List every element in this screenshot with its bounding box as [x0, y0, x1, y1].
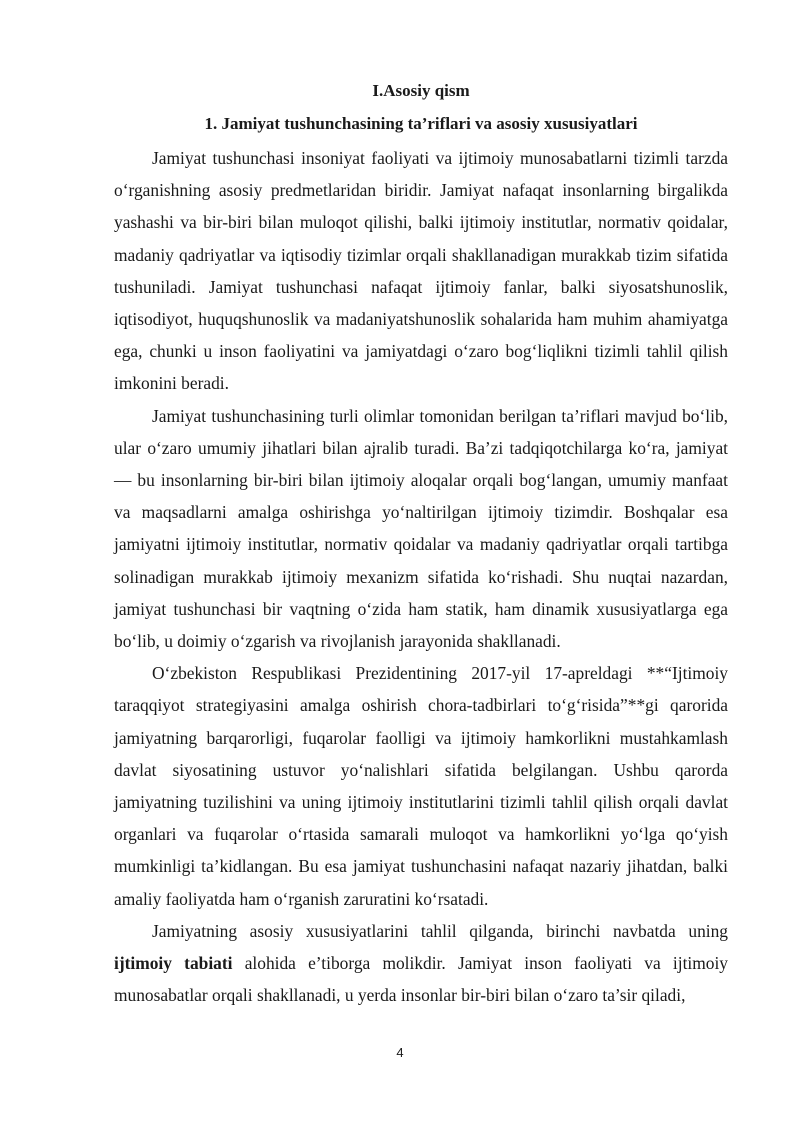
- paragraph-1: Jamiyat tushunchasi insoniyat faoliyati va ijtimoiy munosabatlarni tizimli tarzda o‘rganishning asosiy predmetlaridan biridir. Jamiyat nafaqat insonlarning birgalikda yashashi va bir-biri bilan muloqot qilishi, balki ijtimoiy institutlar, normativ qoidalar, madaniy qadriyatlar va iqtisodiy tizimlar orqali shakllanadigan murakkab tizim sifatida tushuniladi. Jamiyat tushunchasi nafaqat ijtimoiy fanlar, balki siyosatshunoslik, iqtisodiyot, huquqshunoslik va madaniyatshunoslik sohalarida ham muhim ahamiyatga ega, chunki u inson faoliyatini va jamiyatdagi o‘zaro bog‘liqlikni tizimli tahlil qilish imkonini beradi.: [114, 148, 728, 394]
- body-text: [114, 142, 728, 1011]
- paragraph-4: [114, 915, 728, 1012]
- paragraph-2: Jamiyat tushunchasining turli olimlar tomonidan berilgan ta’riflari mavjud bo‘lib, ular o‘zaro umumiy jihatlari bilan ajralib turadi. Ba’zi tadqiqotchilarga ko‘ra, jamiyat — bu insonlarning bir-biri bilan ijtimoiy aloqalar orqali bog‘langan, umumiy manfaat va maqsadlarni amalga oshirishga yo‘naltirilgan ijtimoiy tizimdir. Boshqalar esa jamiyatni ijtimoiy institutlar, normativ qoidalar va madaniy qadriyatlar orqali tartibga solinadigan murakkab ijtimoiy mexanizm sifatida ko‘rishadi. Shu nuqtai nazardan, jamiyat tushunchasi bir vaqtning o‘zida ham statik, ham dinamik xususiyatlarga ega bo‘lib, u doimiy o‘zgarish va rivojlanish jarayonida shakllanadi.: [114, 405, 728, 652]
- page-number: 4: [396, 1045, 404, 1060]
- paragraph-4-text-before: Jamiyatning asosiy xususiyatlarini tahlil qilganda, birinchi navbatda uning: [152, 920, 728, 941]
- paragraph-4-text-after: alohida e’tiborga molikdir. Jamiyat inson faoliyati va ijtimoiy munosabatlar orqali shakllanadi, u yerda insonlar bir-biri bilan o‘zaro ta’sir qiladi,: [114, 953, 728, 1006]
- paragraph-3: O‘zbekiston Respublikasi Prezidentining 2017-yil 17-apreldagi **“Ijtimoiy taraqqiyot strategiyasini amalga oshirish chora-tadbirlari to‘g‘risida”**gi qarorida jamiyatning barqarorligi, fuqarolar faolligi va ijtimoiy hamkorlikni mustahkamlash davlat siyosatining ustuvor yo‘nalishlari sifatida belgilangan. Ushbu qarorda jamiyatning tuzilishini va uning ijtimoiy institutlarini tizimli tahlil qilish orqali davlat organlari va fuqarolar o‘rtasida samarali muloqot va hamkorlikni yo‘lga qo‘yish mumkinligi ta’kidlangan. Bu esa jamiyat tushunchasini nafaqat nazariy jihatdan, balki amaliy faoliyatda ham o‘rganish zaruratini ko‘rsatadi.: [114, 663, 728, 909]
- paragraph-4-bold-term: ijtimoiy tabiati: [114, 953, 233, 974]
- subsection-title: 1. Jamiyat tushunchasining ta’riflari va asosiy xususiyatlari: [204, 114, 638, 133]
- section-title: I.Asosiy qism: [372, 81, 470, 100]
